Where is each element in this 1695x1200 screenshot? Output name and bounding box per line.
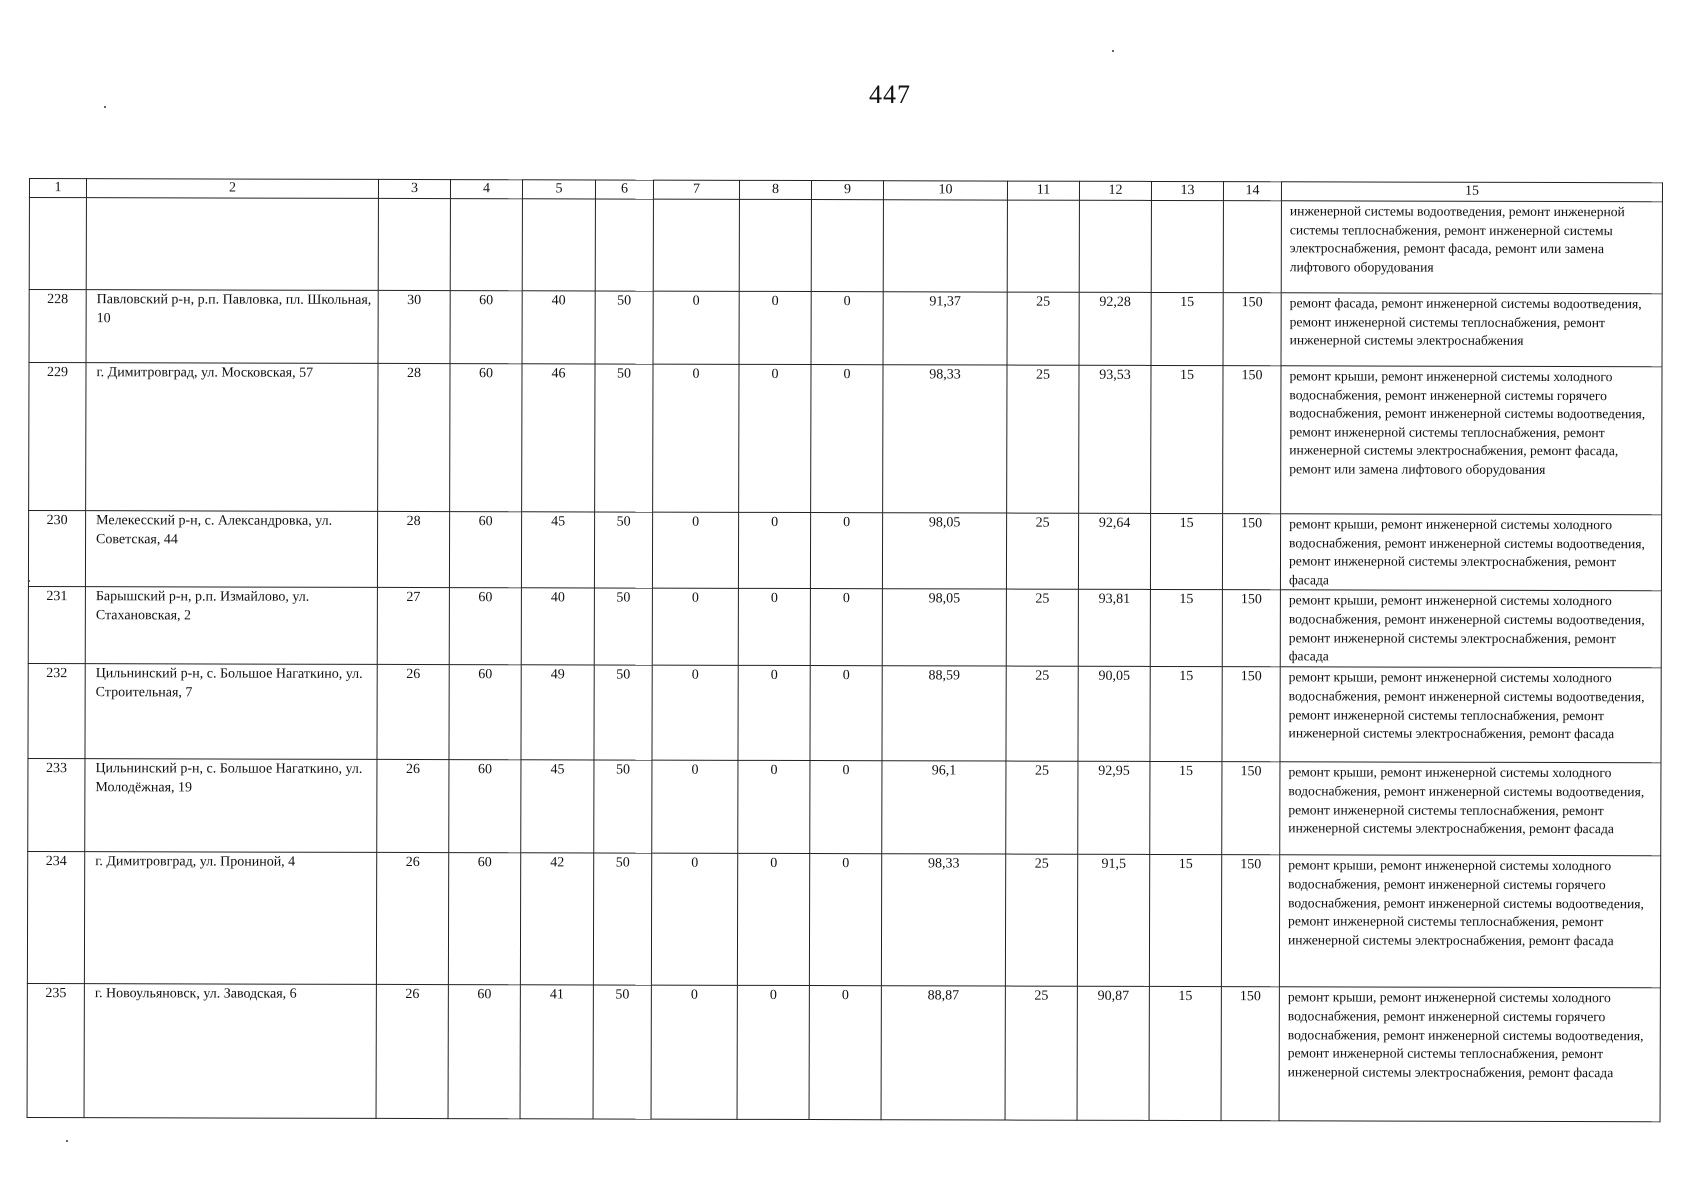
value-cell-col-13: 15 bbox=[1150, 513, 1222, 590]
value-cell-col-5: 40 bbox=[522, 291, 595, 364]
value-cell-col-12: 92,64 bbox=[1078, 513, 1150, 590]
value-cell-col-7: 0 bbox=[652, 589, 738, 666]
column-header-12: 12 bbox=[1079, 181, 1151, 200]
value-cell-col-7: 0 bbox=[651, 854, 737, 986]
value-cell-col-13: 15 bbox=[1150, 590, 1222, 667]
value-cell-col-11: 25 bbox=[1006, 513, 1078, 590]
work-types-cell: ремонт крыши, ремонт инженерной системы холодного водоснабжения, ремонт инженерной системы водоотведения, ремонт инженерной системы теплоснабжения, ремонт инженерной системы электроснабжения, ремонт фасада bbox=[1280, 667, 1661, 763]
address-cell: г. Димитровград, ул. Московская, 57 bbox=[86, 363, 378, 512]
work-types-cell: инженерной системы водоотведения, ремонт инженерной системы теплоснабжения, ремонт инженерной системы электроснабжения, ремонт фасада, ремонт или замена лифтового оборудования bbox=[1281, 201, 1662, 294]
column-header-10: 10 bbox=[883, 181, 1007, 200]
value-cell-col-14 bbox=[1223, 201, 1281, 293]
value-cell-col-8: 0 bbox=[737, 854, 809, 986]
value-cell-col-13 bbox=[1151, 200, 1223, 292]
row-number-cell: 233 bbox=[28, 759, 85, 852]
value-cell-col-3: 26 bbox=[376, 853, 448, 985]
value-cell-col-7: 0 bbox=[651, 986, 737, 1120]
value-cell-col-9: 0 bbox=[810, 513, 882, 590]
value-cell-col-12 bbox=[1079, 200, 1151, 292]
repair-schedule-table bbox=[27, 178, 1663, 1123]
value-cell-col-12: 90,87 bbox=[1077, 987, 1149, 1121]
work-types-cell: ремонт крыши, ремонт инженерной системы холодного водоснабжения, ремонт инженерной системы горячего водоснабжения, ремонт инженерной системы водоотведения, ремонт инженерной системы теплоснабжения, ремонт инженерной системы электроснабжения, ремонт фасада bbox=[1279, 987, 1660, 1122]
value-cell-col-3 bbox=[378, 198, 450, 290]
value-cell-col-10: 98,05 bbox=[882, 513, 1006, 590]
value-cell-col-10: 98,33 bbox=[881, 854, 1005, 986]
value-cell-col-4: 60 bbox=[448, 985, 520, 1119]
value-cell-col-10: 98,05 bbox=[882, 589, 1006, 666]
value-cell-col-5: 46 bbox=[522, 364, 595, 512]
value-cell-col-6: 50 bbox=[594, 665, 652, 760]
column-header-3: 3 bbox=[378, 179, 450, 198]
row-number-cell: 230 bbox=[28, 511, 85, 588]
value-cell-col-3: 26 bbox=[377, 665, 449, 760]
value-cell-col-11: 25 bbox=[1006, 761, 1078, 854]
address-cell: Павловский р-н, р.п. Павловка, пл. Школьная, 10 bbox=[86, 290, 378, 364]
value-cell-col-3: 26 bbox=[376, 985, 448, 1119]
value-cell-col-8: 0 bbox=[737, 986, 809, 1120]
address-cell: Мелекесский р-н, с. Александровка, ул. Советская, 44 bbox=[85, 511, 377, 588]
column-header-11: 11 bbox=[1007, 181, 1079, 200]
value-cell-col-10: 88,59 bbox=[882, 666, 1006, 761]
value-cell-col-8: 0 bbox=[738, 666, 810, 761]
value-cell-col-11: 25 bbox=[1006, 666, 1078, 761]
column-header-13: 13 bbox=[1151, 181, 1223, 200]
value-cell-col-8: 0 bbox=[738, 512, 810, 589]
value-cell-col-6: 50 bbox=[594, 760, 652, 853]
value-cell-col-4: 60 bbox=[450, 364, 522, 512]
value-cell-col-7: 0 bbox=[652, 761, 738, 854]
row-number-cell: 228 bbox=[29, 290, 86, 363]
page-number: 447 bbox=[869, 80, 911, 109]
address-cell: Цильнинский р-н, с. Большое Нагаткино, ул. Строительная, 7 bbox=[85, 664, 377, 760]
value-cell-col-9: 0 bbox=[810, 589, 882, 666]
value-cell-col-7: 0 bbox=[652, 512, 738, 589]
value-cell-col-11: 25 bbox=[1007, 292, 1079, 365]
value-cell-col-10 bbox=[883, 200, 1007, 292]
value-cell-col-6: 50 bbox=[593, 985, 651, 1119]
value-cell-col-8: 0 bbox=[738, 589, 810, 666]
value-cell-col-12: 91,5 bbox=[1077, 855, 1149, 987]
scan-speck bbox=[1112, 50, 1114, 52]
value-cell-col-13: 15 bbox=[1149, 987, 1221, 1121]
row-number-cell bbox=[29, 198, 86, 290]
value-cell-col-9: 0 bbox=[810, 761, 882, 854]
table-row bbox=[27, 984, 1660, 1122]
column-header-2: 2 bbox=[86, 179, 378, 199]
value-cell-col-12: 92,95 bbox=[1078, 762, 1150, 855]
scan-speck bbox=[28, 580, 30, 582]
value-cell-col-14: 150 bbox=[1221, 855, 1279, 987]
value-cell-col-4: 60 bbox=[449, 665, 521, 760]
row-number-cell: 234 bbox=[27, 852, 84, 984]
address-cell: г. Новоульяновск, ул. Заводская, 6 bbox=[84, 984, 376, 1119]
value-cell-col-11: 25 bbox=[1005, 986, 1077, 1120]
row-number-cell: 235 bbox=[27, 984, 84, 1118]
column-header-15: 15 bbox=[1281, 182, 1662, 202]
value-cell-col-10: 98,33 bbox=[883, 365, 1007, 513]
value-cell-col-4: 60 bbox=[449, 760, 521, 853]
value-cell-col-12: 93,53 bbox=[1079, 365, 1151, 513]
table-row bbox=[28, 587, 1661, 668]
value-cell-col-3: 26 bbox=[377, 760, 449, 853]
value-cell-col-9: 0 bbox=[809, 986, 881, 1120]
value-cell-col-6: 50 bbox=[594, 588, 652, 665]
value-cell-col-4 bbox=[450, 199, 522, 291]
work-types-cell: ремонт крыши, ремонт инженерной системы холодного водоснабжения, ремонт инженерной системы водоотведения, ремонт инженерной системы электроснабжения, ремонт фасада bbox=[1280, 514, 1661, 591]
value-cell-col-6: 50 bbox=[595, 291, 653, 364]
table-row bbox=[28, 664, 1661, 763]
value-cell-col-3: 30 bbox=[378, 290, 450, 363]
scan-speck bbox=[104, 106, 106, 108]
value-cell-col-14: 150 bbox=[1222, 667, 1280, 762]
table-row bbox=[29, 363, 1662, 515]
value-cell-col-9: 0 bbox=[811, 292, 883, 365]
table-row bbox=[29, 290, 1662, 367]
value-cell-col-13: 15 bbox=[1150, 762, 1222, 855]
value-cell-col-5: 40 bbox=[521, 588, 594, 665]
value-cell-col-9: 0 bbox=[811, 365, 883, 513]
work-types-cell: ремонт крыши, ремонт инженерной системы холодного водоснабжения, ремонт инженерной системы водоотведения, ремонт инженерной системы теплоснабжения, ремонт инженерной системы электроснабжения, ремонт фасада bbox=[1280, 762, 1661, 856]
table-container bbox=[27, 178, 1662, 1123]
table-row bbox=[28, 511, 1661, 592]
column-header-4: 4 bbox=[450, 180, 522, 199]
value-cell-col-5 bbox=[522, 199, 595, 291]
value-cell-col-6: 50 bbox=[594, 512, 652, 589]
value-cell-col-6: 50 bbox=[595, 364, 653, 512]
value-cell-col-8: 0 bbox=[738, 761, 810, 854]
column-header-8: 8 bbox=[739, 180, 811, 199]
table-row bbox=[27, 852, 1660, 988]
row-number-cell: 231 bbox=[28, 587, 85, 664]
value-cell-col-11 bbox=[1007, 200, 1079, 292]
work-types-cell: ремонт фасада, ремонт инженерной системы водоотведения, ремонт инженерной системы теплоснабжения, ремонт инженерной системы электроснабжения bbox=[1281, 293, 1662, 367]
row-number-cell: 229 bbox=[29, 363, 86, 511]
value-cell-col-11: 25 bbox=[1006, 589, 1078, 666]
value-cell-col-11: 25 bbox=[1005, 854, 1077, 986]
column-header-6: 6 bbox=[595, 180, 653, 199]
value-cell-col-10: 96,1 bbox=[882, 761, 1006, 854]
value-cell-col-4: 60 bbox=[450, 291, 522, 364]
value-cell-col-3: 27 bbox=[377, 588, 449, 665]
address-cell bbox=[86, 198, 378, 291]
address-cell: г. Димитровград, ул. Прониной, 4 bbox=[84, 852, 376, 985]
value-cell-col-14: 150 bbox=[1221, 987, 1279, 1121]
value-cell-col-4: 60 bbox=[449, 588, 521, 665]
row-number-cell: 232 bbox=[28, 664, 85, 759]
column-header-14: 14 bbox=[1223, 182, 1281, 201]
value-cell-col-8 bbox=[739, 199, 811, 291]
value-cell-col-5: 45 bbox=[521, 512, 594, 589]
value-cell-col-14: 150 bbox=[1222, 590, 1280, 667]
value-cell-col-4: 60 bbox=[448, 853, 520, 985]
value-cell-col-8: 0 bbox=[739, 291, 811, 364]
value-cell-col-13: 15 bbox=[1151, 292, 1223, 365]
value-cell-col-14: 150 bbox=[1223, 366, 1281, 514]
table-row bbox=[28, 759, 1661, 856]
value-cell-col-12: 90,05 bbox=[1078, 667, 1150, 762]
value-cell-col-5: 41 bbox=[520, 985, 593, 1119]
value-cell-col-3: 28 bbox=[378, 363, 450, 511]
value-cell-col-11: 25 bbox=[1007, 365, 1079, 513]
work-types-cell: ремонт крыши, ремонт инженерной системы холодного водоснабжения, ремонт инженерной системы горячего водоснабжения, ремонт инженерной системы водоотведения, ремонт инженерной системы теплоснабжения, ремонт инженерной системы электроснабжения, ремонт фасада, ремонт или замена лифтового оборудования bbox=[1281, 366, 1662, 515]
address-cell: Барышский р-н, р.п. Измайлово, ул. Стахановская, 2 bbox=[85, 587, 377, 665]
value-cell-col-10: 88,87 bbox=[881, 986, 1005, 1120]
address-cell: Цильнинский р-н, с. Большое Нагаткино, ул. Молодёжная, 19 bbox=[85, 759, 377, 853]
value-cell-col-6 bbox=[595, 199, 653, 291]
value-cell-col-13: 15 bbox=[1149, 855, 1221, 987]
scan-speck bbox=[66, 1140, 68, 1142]
value-cell-col-9: 0 bbox=[810, 666, 882, 761]
work-types-cell: ремонт крыши, ремонт инженерной системы холодного водоснабжения, ремонт инженерной системы водоотведения, ремонт инженерной системы электроснабжения, ремонт фасада bbox=[1280, 590, 1661, 668]
column-header-9: 9 bbox=[811, 181, 883, 200]
value-cell-col-8: 0 bbox=[739, 364, 811, 512]
value-cell-col-12: 93,81 bbox=[1078, 590, 1150, 667]
value-cell-col-3: 28 bbox=[377, 511, 449, 588]
value-cell-col-13: 15 bbox=[1151, 365, 1223, 513]
column-header-1: 1 bbox=[29, 179, 86, 198]
value-cell-col-14: 150 bbox=[1222, 762, 1280, 855]
value-cell-col-12: 92,28 bbox=[1079, 292, 1151, 365]
value-cell-col-9: 0 bbox=[809, 854, 881, 986]
value-cell-col-6: 50 bbox=[593, 853, 651, 985]
value-cell-col-5: 45 bbox=[521, 760, 594, 853]
value-cell-col-14: 150 bbox=[1223, 293, 1281, 366]
table-row bbox=[29, 198, 1662, 294]
value-cell-col-7 bbox=[653, 199, 739, 291]
column-header-5: 5 bbox=[522, 180, 595, 199]
value-cell-col-9 bbox=[811, 200, 883, 292]
value-cell-col-7: 0 bbox=[653, 364, 739, 512]
value-cell-col-7: 0 bbox=[652, 666, 738, 761]
value-cell-col-13: 15 bbox=[1150, 667, 1222, 762]
value-cell-col-10: 91,37 bbox=[883, 292, 1007, 365]
column-header-7: 7 bbox=[653, 180, 739, 199]
table-body bbox=[27, 198, 1662, 1123]
value-cell-col-5: 49 bbox=[521, 665, 594, 760]
value-cell-col-4: 60 bbox=[449, 512, 521, 589]
value-cell-col-5: 42 bbox=[520, 853, 593, 985]
value-cell-col-14: 150 bbox=[1222, 514, 1280, 591]
value-cell-col-7: 0 bbox=[653, 291, 739, 364]
work-types-cell: ремонт крыши, ремонт инженерной системы холодного водоснабжения, ремонт инженерной системы горячего водоснабжения, ремонт инженерной системы водоотведения, ремонт инженерной системы теплоснабжения, ремонт инженерной системы электроснабжения, ремонт фасада bbox=[1279, 855, 1660, 988]
